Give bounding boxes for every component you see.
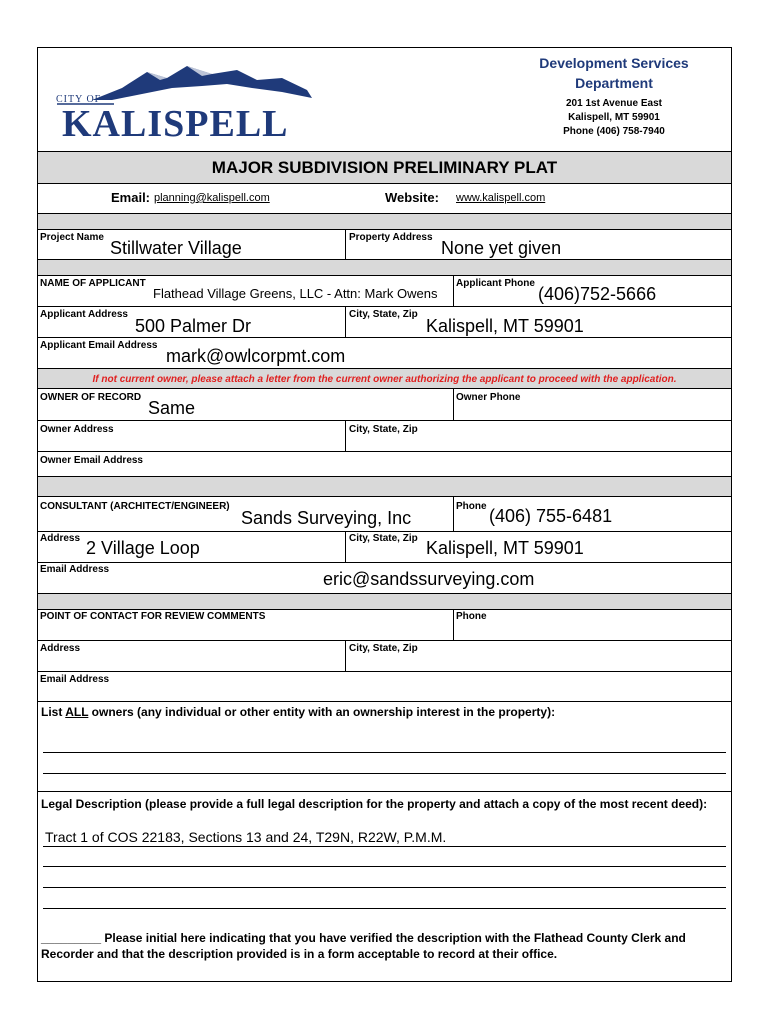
initial-text: Please initial here indicating that you have verified the description with the Flathead County Clerk and Recorder and that the description provided is in a form acceptable to record at their office. (41, 931, 686, 961)
poc-phone-label: Phone (456, 611, 487, 622)
owners-line-2[interactable] (43, 773, 726, 774)
consultant-city-label: City, State, Zip (349, 533, 418, 544)
owner-of-record-field[interactable]: Same (148, 398, 196, 418)
owner-address-label: Owner Address (40, 424, 114, 435)
owners-line-1[interactable] (43, 752, 726, 753)
legal-description-field[interactable]: Tract 1 of COS 22183, Sections 13 and 24, T29N, R22W, P.M.M. (45, 829, 447, 845)
consultant-address-label: Address (40, 533, 81, 544)
consultant-address-field[interactable]: 2 Village Loop (86, 538, 200, 558)
legal-line-2[interactable] (43, 866, 726, 867)
applicant-email-field[interactable]: mark@owlcorpmt.com (166, 346, 346, 366)
owners-prompt-post: owners (any individual or other entity with an ownership interest in the property): (88, 705, 556, 719)
property-address-field[interactable]: None yet given (441, 238, 562, 258)
owner-city-label: City, State, Zip (349, 424, 418, 435)
owners-prompt-all: ALL (65, 705, 89, 719)
logo-city-of: CITY OF (56, 94, 102, 105)
spacer-bar-5 (38, 593, 731, 609)
applicant-city-label: City, State, Zip (349, 309, 418, 320)
consultant-email-label: Email Address (40, 564, 110, 575)
consultant-phone-field[interactable]: (406) 755-6481 (489, 506, 613, 526)
owner-phone-label: Owner Phone (456, 392, 521, 403)
applicant-name-label: NAME OF APPLICANT (40, 278, 146, 289)
email-link[interactable]: planning@kalispell.com (154, 192, 270, 204)
owners-prompt-pre: List (41, 705, 66, 719)
project-name-label: Project Name (40, 232, 104, 243)
legal-line-1[interactable] (43, 846, 726, 847)
spacer-bar-2 (38, 259, 731, 275)
department-phone: Phone (406) 758-7940 (563, 126, 665, 137)
applicant-name-field[interactable]: Flathead Village Greens, LLC - Attn: Mark Owens (153, 286, 438, 301)
legal-line-3[interactable] (43, 887, 726, 888)
website-label: Website: (385, 190, 439, 205)
applicant-phone-field[interactable]: (406)752-5666 (538, 284, 657, 304)
applicant-phone-label: Applicant Phone (456, 278, 535, 289)
email-label: Email: (111, 190, 151, 205)
property-address-label: Property Address (349, 232, 433, 243)
applicant-email-label: Applicant Email Address (40, 340, 158, 351)
owners-prompt (41, 705, 555, 719)
owner-of-record-label: OWNER OF RECORD (40, 392, 142, 403)
spacer-bar-1 (38, 213, 731, 229)
consultant-label: CONSULTANT (ARCHITECT/ENGINEER) (40, 501, 230, 512)
kalispell-logo (52, 58, 382, 145)
initial-blank[interactable]: _________ (41, 931, 102, 945)
department-info (519, 53, 709, 139)
owner-note: If not current owner, please attach a letter from the current owner authorizing the applicant to proceed with the application. (92, 374, 677, 385)
website-link[interactable]: www.kalispell.com (456, 192, 546, 204)
applicant-city-field[interactable]: Kalispell, MT 59901 (426, 316, 584, 336)
applicant-address-label: Applicant Address (40, 309, 128, 320)
project-name-field[interactable]: Stillwater Village (110, 238, 242, 258)
form-page (37, 47, 732, 982)
email-website-row (38, 188, 731, 210)
consultant-city-field[interactable]: Kalispell, MT 59901 (426, 538, 584, 558)
logo-name: KALISPELL (62, 103, 289, 145)
department-line1: Development Services (539, 55, 689, 71)
applicant-address-field[interactable]: 500 Palmer Dr (135, 316, 252, 336)
owner-email-label: Owner Email Address (40, 455, 143, 466)
department-address1: 201 1st Avenue East (566, 98, 662, 109)
poc-email-label: Email Address (40, 674, 110, 685)
poc-label: POINT OF CONTACT FOR REVIEW COMMENTS (40, 611, 266, 622)
legal-prompt: Legal Description (please provide a full legal description for the property and attach a copy of the most recent deed): (41, 797, 708, 811)
department-address2: Kalispell, MT 59901 (568, 112, 660, 123)
form-title: MAJOR SUBDIVISION PRELIMINARY PLAT (211, 158, 558, 177)
consultant-phone-label: Phone (456, 501, 487, 512)
legal-line-4[interactable] (43, 908, 726, 909)
poc-address-label: Address (40, 643, 81, 654)
poc-city-label: City, State, Zip (349, 643, 418, 654)
department-line2: Department (575, 75, 653, 91)
spacer-bar-4 (38, 476, 731, 496)
initial-verification (41, 930, 721, 962)
consultant-email-field[interactable]: eric@sandssurveying.com (323, 569, 535, 589)
consultant-field[interactable]: Sands Surveying, Inc (241, 508, 412, 528)
